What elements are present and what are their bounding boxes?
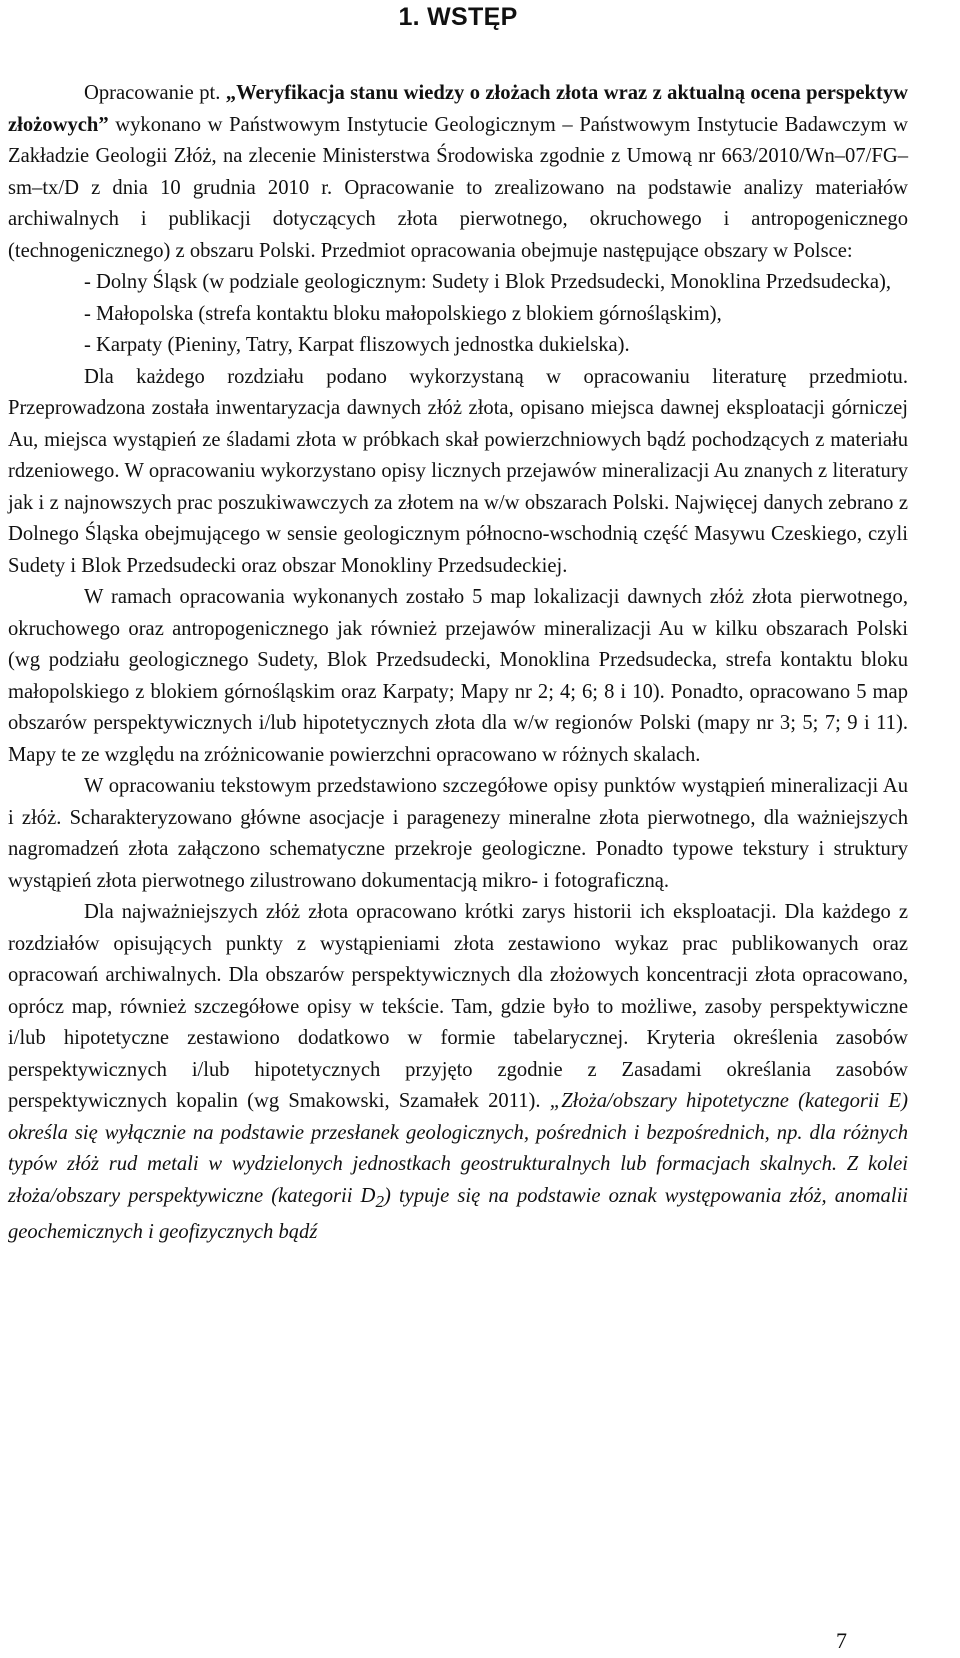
intro-paragraph [8,78,908,267]
list-item-malopolska: - Małopolska (strefa kontaktu bloku małopolskiego z blokiem górnośląskim), [84,302,722,325]
paragraph-history [8,897,908,1249]
page-number: 7 [836,1628,847,1653]
paragraph-literature: Dla każdego rozdziału podano wykorzystaną w opracowaniu literaturę przedmiotu. Przeprowadzona została inwentaryzacja dawnych złóż złota, opisano miejsca dawnej eksploatacji górniczej Au, miejsca wystąpień ze śladami złota w próbkach skał powierzchniowych bądź pochodzących z materiału rdzeniowego. W opracowaniu wykorzystano opisy licznych przejawów mineralizacji Au znanych z literatury jak i z najnowszych prac poszukiwawczych za złotem na w/w obszarach Polski. Najwięcej danych zebrano z Dolnego Śląska obejmującego w sensie geologicznym północno-wschodnią część Masywu Czeskiego, czyli Sudety i Blok Przedsudecki oraz obszar Monokliny Przedsudeckiej. [8,365,908,577]
category-subscript: 2 [375,1191,385,1211]
list-item-dolny-slask: - Dolny Śląsk (w podziale geologicznym: Sudety i Blok Przedsudecki, Monoklina Przedsudecka), [84,271,891,293]
intro-rest: wykonano w Państwowym Instytucie Geologicznym – Państwowym Instytucie Badawczym w Zakładzie Geologii Złóż, na zlecenie Ministerstwa Środowiska zgodnie z Umową nr 663/2010/Wn–07/FG–sm–tx/D z dnia 10 grudnia 2010 r. Opracowanie to zrealizowano na podstawie analizy materiałów archiwalnych i publikacji dotyczących złota pierwotnego, okruchowego i antropogenicznego (technogenicznego) z obszaru Polski. Przedmiot opracowania obejmuje następujące obszary w Polsce: [8,113,908,262]
report-title: „Weryfikacja stanu wiedzy o złożach złota wraz z aktualną ocena perspektyw złożowych” [8,82,908,136]
section-heading: 1. WSTĘP [398,3,518,31]
history-text: Dla najważniejszych złóż złota opracowano krótki zarys historii ich eksploatacji. Dla każdego z rozdziałów opisujących punkty z wystąpieniami złota zestawiono wykaz prac publikowanych oraz opracowań archiwalnych. Dla obszarów perspektywicznych dla złożowych koncentracji złota opracowano, oprócz map, również szczegółowe opisy w tekście. Tam, gdzie było to możliwe, zasoby perspektywiczne i/lub hipotetyczne zestawiono dodatkowo w formie tabelarycznej. Kryteria określenia zasobów perspektywicznych i/lub hipotetycznych przyjęto zgodnie z Zasadami określania zasobów perspektywicznych kopalin (wg Smakowski, Szamałek 2011). [8,901,908,1112]
body-text [8,78,908,1249]
intro-lead: Opracowanie pt. [84,82,226,104]
definition-quote: „Złoża/obszary hipotetyczne (kategorii E) określa się wyłącznie na podstawie przesłanek geologicznych, pośrednich i bezpośrednich, np. dla różnych typów złóż rud metali w wydzielonych jednostkach geostrukturalnych lub formacjach skalnych. Z kolei złoża/obszary perspektywiczne (kategorii $D_2$) typuje się na podstawie oznak występowania złóż, anomalii geochemicznych i geofizycznych bądź [8,1090,909,1244]
document-page [8,0,908,1249]
list-item-karpaty: - Karpaty (Pieniny, Tatry, Karpat fliszowych jednostka dukielska). [84,334,630,356]
paragraph-maps: W ramach opracowania wykonanych zostało 5 map lokalizacji dawnych złóż złota pierwotnego, okruchowego oraz antropogenicznego jak również przejawów mineralizacji Au w kilku obszarach Polski (wg podziału geologicznego Sudety, Blok Przedsudecki, Monoklina Przedsudecka, strefa kontaktu bloku małopolskiego z blokiem górnośląskim oraz Karpaty; Mapy nr 2; 4; 6; 8 i 10). Ponadto, opracowano 5 map obszarów perspektywicznych i/lub hipotetycznych złota dla w/w regionów Polski (mapy nr 3; 5; 7; 9 i 11). Mapy te ze względu na zróżnicowanie powierzchni opracowano w różnych skalach. [8,586,908,766]
paragraph-descriptions: W opracowaniu tekstowym przedstawiono szczegółowe opisy punktów wystąpień mineralizacji Au i złóż. Scharakteryzowano główne asocjacje i paragenezy mineralne złota pierwotnego, dla ważniejszych nagromadzeń złota załączono schematyczne przekroje geologiczne. Ponadto typowe tekstury i struktury wystąpień złota pierwotnego zilustrowano dokumentacją mikro- i fotograficzną. [8,775,908,892]
